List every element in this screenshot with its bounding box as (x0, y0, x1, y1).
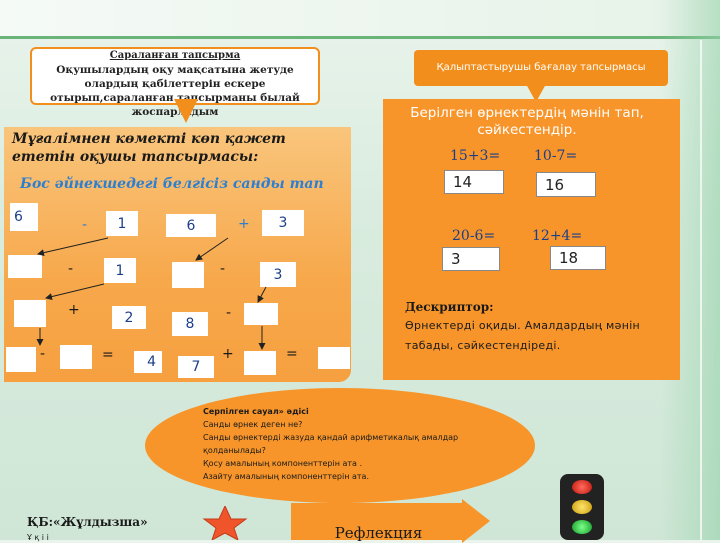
cell-d1[interactable]: 3 (262, 210, 304, 236)
answer-box-1[interactable]: 14 (444, 170, 504, 194)
question-cloud-title: Серпілген сауал» әдісі (203, 407, 309, 416)
expr-2: 10-7= (534, 148, 578, 164)
question-4: Азайту амалының компоненттерін ата. (203, 472, 370, 481)
op-minus-1: - (82, 217, 88, 233)
yellow-lamp-icon (572, 500, 592, 514)
cell-b2[interactable]: 1 (104, 258, 136, 283)
formative-assessment-label: Қалыптастырушы бағалау тапсырмасы (436, 62, 646, 73)
question-3: Қосу амалының компоненттерін ата . (203, 459, 363, 468)
expr-4: 12+4= (532, 228, 583, 244)
red-lamp-icon (572, 480, 592, 494)
question-cloud-text (203, 405, 503, 483)
cell-c1[interactable]: 6 (166, 214, 216, 237)
answer-box-3[interactable]: 3 (442, 247, 500, 271)
group-label: ҚБ:«Жұлдызша» (27, 515, 148, 529)
reflection-arrow-head (462, 499, 490, 543)
op-minus-2: - (68, 261, 74, 277)
cell-b4[interactable]: 4 (134, 351, 162, 373)
op-plus-2: + (68, 302, 80, 318)
reflection-label: Рефлекция (334, 524, 423, 542)
cell-a1[interactable]: 6 (10, 203, 38, 231)
op-minus-5: - (40, 346, 46, 362)
arrow-row1-right (196, 238, 228, 260)
question-2: Санды өрнектерді жазуда қандай арифметикалық амалдар қолданылады? (203, 433, 459, 455)
answer-box-4[interactable]: 18 (550, 246, 606, 270)
op-minus-4: - (226, 305, 232, 321)
cell-c4[interactable]: 7 (178, 356, 214, 378)
border-line (700, 40, 720, 540)
op-plus-1: + (238, 216, 250, 232)
arrow-row1-left (38, 238, 108, 254)
cell-d2[interactable]: 3 (260, 262, 296, 287)
arrow-lines (0, 0, 360, 390)
left-task-subheading: Бос әйнекшедегі белгісіз санды тап (20, 176, 324, 192)
answer-box-2[interactable]: 16 (536, 172, 596, 197)
arrow-row2-right (258, 287, 266, 302)
callout-title: Сараланған тапсырма (109, 50, 241, 61)
green-lamp-icon (572, 520, 592, 534)
formative-assessment-callout (414, 50, 668, 86)
cell-c3[interactable]: 8 (172, 312, 208, 336)
op-minus-3: - (220, 261, 226, 277)
descriptor-title: Дескриптор: (405, 300, 494, 314)
question-1: Санды өрнек деген не? (203, 420, 303, 429)
cell-b1[interactable]: 1 (106, 211, 138, 236)
op-equals-2: = (286, 346, 298, 362)
op-equals-1: = (102, 347, 114, 363)
cell-b3[interactable]: 2 (112, 306, 146, 329)
right-task-title: Берілген өрнектердің мәнін тап, сәйкестендір. (410, 105, 644, 138)
callout-body: Оқушылардың оқу мақсатына жетуде олардың қабілеттерін ескере отырып,сараланған тапсырманы былай жоспарладым (50, 64, 300, 118)
expr-3: 20-6= (452, 228, 496, 244)
expr-1: 15+3= (450, 148, 501, 164)
left-task-heading: Мұғалімнен көмекті көп қажет ететін оқушы тапсырмасы: (12, 131, 286, 165)
group-sublabel: Ұ қ і і (27, 533, 49, 542)
descriptor-text: Өрнектерді оқиды. Амалдардың мәнін табады, сәйкестендіреді. (405, 319, 641, 352)
arrow-row2-left (46, 284, 104, 298)
op-plus-3: + (222, 346, 234, 362)
star-icon (200, 506, 250, 540)
